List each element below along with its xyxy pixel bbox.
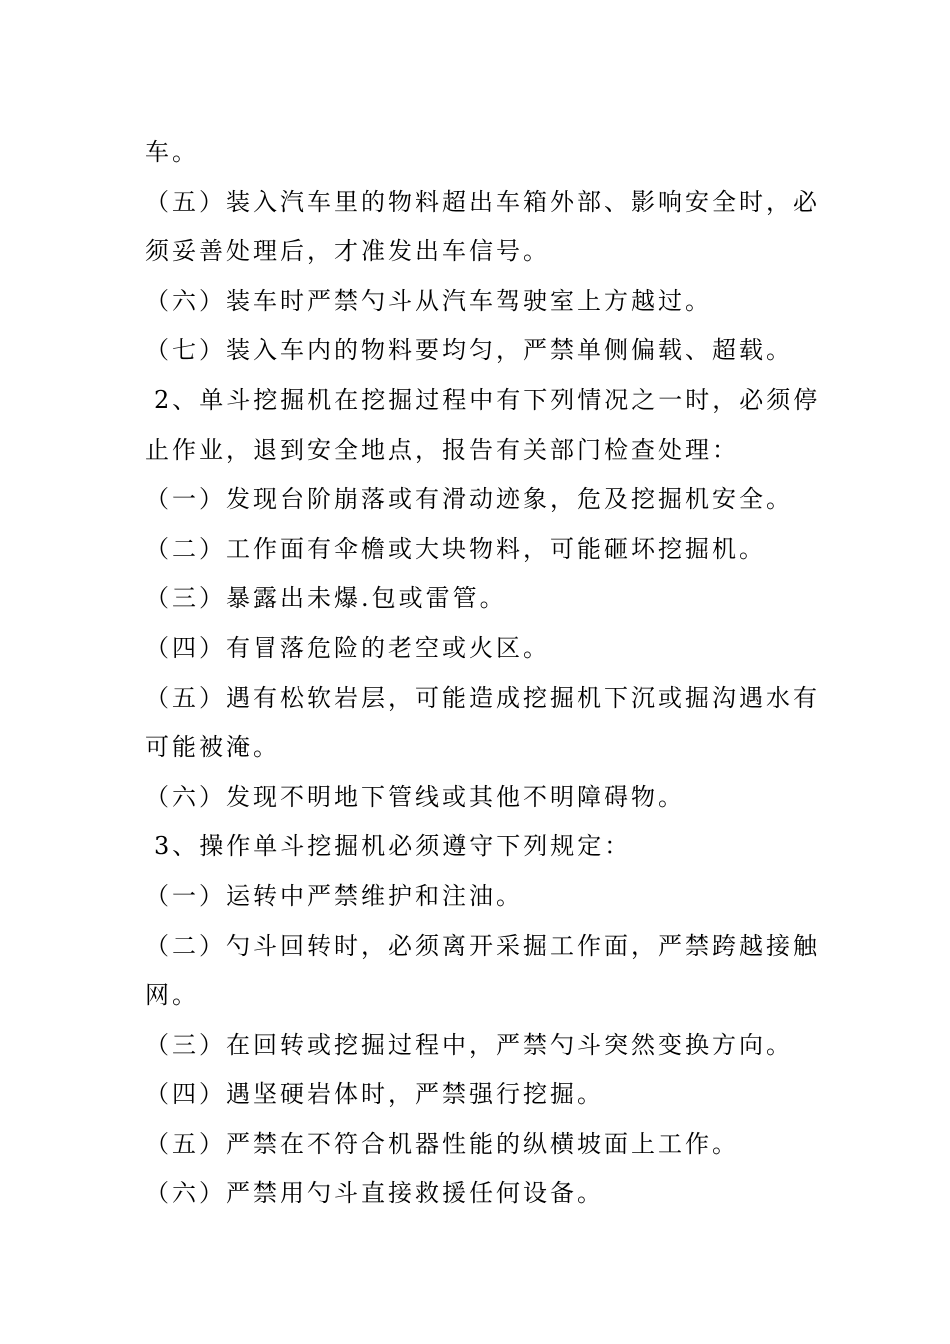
text-line: （五）严禁在不符合机器性能的纵横坡面上工作。: [145, 1129, 739, 1158]
text-line: （五）遇有松软岩层，可能造成挖掘机下沉或掘沟遇水有: [145, 683, 820, 712]
text-line: （一）运转中严禁维护和注油。: [145, 881, 523, 910]
text-line: 可能被淹。: [145, 733, 280, 762]
text-line: （七）装入车内的物料要均匀，严禁单侧偏载、超载。: [145, 336, 793, 365]
text-line: （四）遇坚硬岩体时，严禁强行挖掘。: [145, 1080, 604, 1109]
text-line: 止作业，退到安全地点，报告有关部门检查处理：: [145, 435, 739, 464]
text-line: （四）有冒落危险的老空或火区。: [145, 633, 550, 662]
text-line: （三）在回转或挖掘过程中，严禁勺斗突然变换方向。: [145, 1030, 793, 1059]
text-line: 3、操作单斗挖掘机必须遵守下列规定：: [154, 832, 632, 861]
text-line: （六）严禁用勺斗直接救援任何设备。: [145, 1179, 604, 1208]
text-line: 须妥善处理后，才准发出车信号。: [145, 237, 550, 266]
text-line: （三）暴露出未爆.包或雷管。: [145, 584, 507, 613]
text-line: 车。: [145, 138, 199, 166]
text-line: （六）装车时严禁勺斗从汽车驾驶室上方越过。: [145, 286, 712, 315]
text-line: 2、单斗挖掘机在挖掘过程中有下列情况之一时，必须停: [154, 385, 821, 414]
document-body: [145, 128, 821, 1219]
text-line: 网。: [145, 981, 199, 1010]
text-line: （五）装入汽车里的物料超出车箱外部、影响安全时，必: [145, 187, 820, 216]
text-line: （一）发现台阶崩落或有滑动迹象，危及挖掘机安全。: [145, 485, 793, 514]
text-line: （六）发现不明地下管线或其他不明障碍物。: [145, 782, 685, 811]
text-line: （二）工作面有伞檐或大块物料，可能砸坏挖掘机。: [145, 534, 766, 563]
text-line: （二）勺斗回转时，必须离开采掘工作面，严禁跨越接触: [145, 931, 820, 960]
